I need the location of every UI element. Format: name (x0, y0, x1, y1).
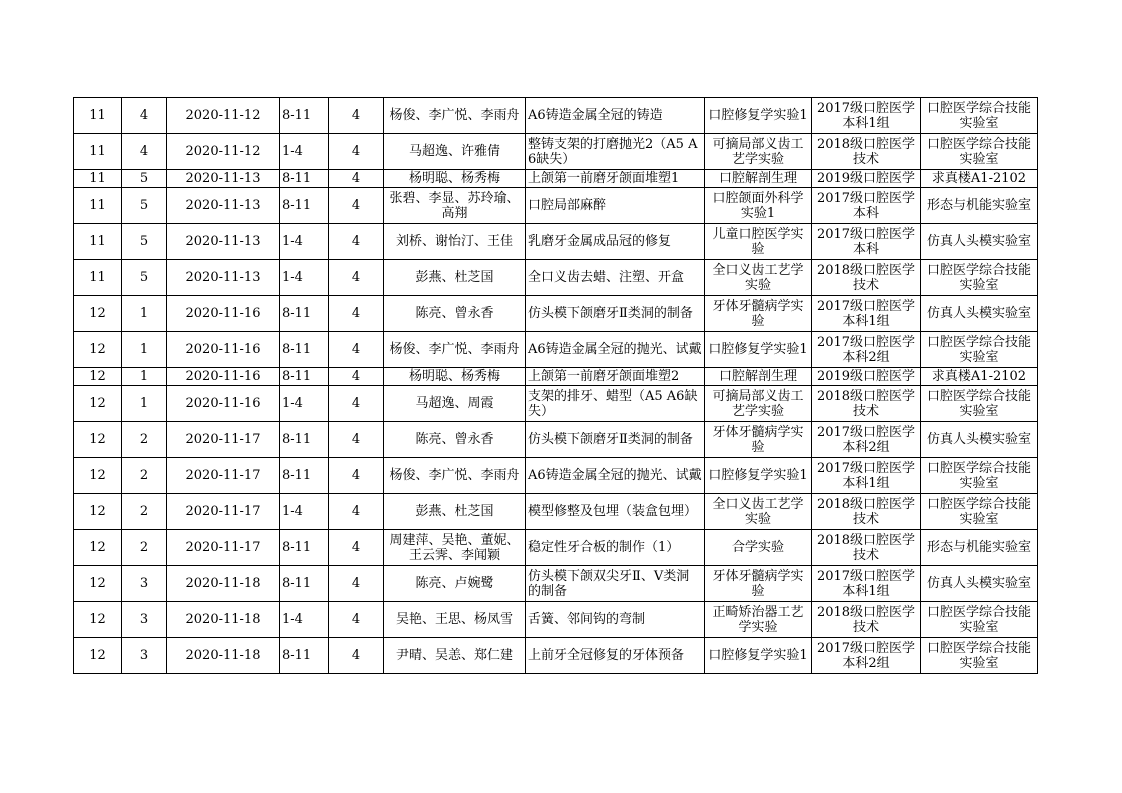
weekday-cell: 1 (122, 368, 167, 386)
hours-cell: 4 (329, 638, 384, 674)
weekday-cell: 2 (122, 494, 167, 530)
period-cell: 8-11 (280, 188, 329, 224)
room-cell: 口腔医学综合技能实验室 (921, 386, 1038, 422)
week-cell: 11 (74, 188, 122, 224)
teachers-cell: 周建萍、吴艳、董妮、王云霁、李闻颖 (384, 530, 526, 566)
teachers-cell: 杨俊、李广悦、李雨舟 (384, 332, 526, 368)
weekday-cell: 2 (122, 530, 167, 566)
date-cell: 2020-11-12 (167, 134, 280, 170)
teachers-cell: 陈亮、卢婉鹭 (384, 566, 526, 602)
hours-cell: 4 (329, 98, 384, 134)
room-cell: 口腔医学综合技能实验室 (921, 260, 1038, 296)
weekday-cell: 3 (122, 638, 167, 674)
class-cell: 2018级口腔医学技术 (812, 260, 921, 296)
period-cell: 8-11 (280, 638, 329, 674)
course-cell: 正畸矫治器工艺学实验 (705, 602, 812, 638)
room-cell: 口腔医学综合技能实验室 (921, 494, 1038, 530)
class-cell: 2017级口腔医学本科2组 (812, 332, 921, 368)
course-cell: 口腔解剖生理 (705, 170, 812, 188)
room-cell: 口腔医学综合技能实验室 (921, 458, 1038, 494)
hours-cell: 4 (329, 494, 384, 530)
content-cell: 上颌第一前磨牙颌面堆塑2 (526, 368, 705, 386)
course-cell: 儿童口腔医学实验 (705, 224, 812, 260)
weekday-cell: 4 (122, 134, 167, 170)
teachers-cell: 马超逸、周霞 (384, 386, 526, 422)
weekday-cell: 5 (122, 188, 167, 224)
class-cell: 2018级口腔医学技术 (812, 386, 921, 422)
week-cell: 12 (74, 602, 122, 638)
weekday-cell: 1 (122, 386, 167, 422)
class-cell: 2017级口腔医学本科1组 (812, 296, 921, 332)
content-cell: 仿头模下颌双尖牙Ⅱ、Ⅴ类洞的制备 (526, 566, 705, 602)
date-cell: 2020-11-17 (167, 530, 280, 566)
period-cell: 1-4 (280, 602, 329, 638)
date-cell: 2020-11-18 (167, 566, 280, 602)
table-row (74, 260, 1038, 296)
teachers-cell: 陈亮、曾永香 (384, 422, 526, 458)
teachers-cell: 杨俊、李广悦、李雨舟 (384, 458, 526, 494)
course-cell: 口腔修复学实验1 (705, 332, 812, 368)
class-cell: 2019级口腔医学 (812, 368, 921, 386)
hours-cell: 4 (329, 602, 384, 638)
content-cell: 仿头模下颌磨牙Ⅱ类洞的制备 (526, 422, 705, 458)
course-cell: 全口义齿工艺学实验 (705, 260, 812, 296)
table-row (74, 332, 1038, 368)
period-cell: 8-11 (280, 332, 329, 368)
hours-cell: 4 (329, 224, 384, 260)
hours-cell: 4 (329, 134, 384, 170)
class-cell: 2018级口腔医学技术 (812, 530, 921, 566)
weekday-cell: 3 (122, 566, 167, 602)
teachers-cell: 尹晴、吴恙、郑仁建 (384, 638, 526, 674)
table-row (74, 530, 1038, 566)
teachers-cell: 杨明聪、杨秀梅 (384, 368, 526, 386)
teachers-cell: 杨明聪、杨秀梅 (384, 170, 526, 188)
weekday-cell: 3 (122, 602, 167, 638)
content-cell: 模型修整及包埋（装盒包埋） (526, 494, 705, 530)
date-cell: 2020-11-13 (167, 224, 280, 260)
hours-cell: 4 (329, 458, 384, 494)
class-cell: 2017级口腔医学本科2组 (812, 638, 921, 674)
week-cell: 12 (74, 368, 122, 386)
room-cell: 口腔医学综合技能实验室 (921, 332, 1038, 368)
period-cell: 8-11 (280, 296, 329, 332)
room-cell: 口腔医学综合技能实验室 (921, 638, 1038, 674)
date-cell: 2020-11-17 (167, 494, 280, 530)
period-cell: 1-4 (280, 494, 329, 530)
content-cell: A6铸造金属全冠的铸造 (526, 98, 705, 134)
course-cell: 可摘局部义齿工艺学实验 (705, 386, 812, 422)
content-cell: A6铸造金属全冠的抛光、试戴 (526, 332, 705, 368)
week-cell: 11 (74, 170, 122, 188)
hours-cell: 4 (329, 170, 384, 188)
date-cell: 2020-11-18 (167, 602, 280, 638)
week-cell: 11 (74, 98, 122, 134)
table-row (74, 458, 1038, 494)
class-cell: 2017级口腔医学本科 (812, 188, 921, 224)
week-cell: 11 (74, 260, 122, 296)
table-row (74, 188, 1038, 224)
date-cell: 2020-11-12 (167, 98, 280, 134)
teachers-cell: 马超逸、许雅倩 (384, 134, 526, 170)
period-cell: 8-11 (280, 368, 329, 386)
hours-cell: 4 (329, 332, 384, 368)
table-row (74, 224, 1038, 260)
content-cell: 稳定性牙合板的制作（1） (526, 530, 705, 566)
room-cell: 口腔医学综合技能实验室 (921, 98, 1038, 134)
period-cell: 8-11 (280, 170, 329, 188)
date-cell: 2020-11-17 (167, 422, 280, 458)
table-row (74, 494, 1038, 530)
course-cell: 全口义齿工艺学实验 (705, 494, 812, 530)
room-cell: 求真楼A1-2102 (921, 170, 1038, 188)
class-cell: 2017级口腔医学本科1组 (812, 98, 921, 134)
weekday-cell: 1 (122, 332, 167, 368)
class-cell: 2018级口腔医学技术 (812, 134, 921, 170)
room-cell: 仿真人头模实验室 (921, 296, 1038, 332)
date-cell: 2020-11-16 (167, 368, 280, 386)
teachers-cell: 陈亮、曾永香 (384, 296, 526, 332)
content-cell: A6铸造金属全冠的抛光、试戴 (526, 458, 705, 494)
course-cell: 口腔颌面外科学实验1 (705, 188, 812, 224)
table-row (74, 566, 1038, 602)
week-cell: 12 (74, 458, 122, 494)
hours-cell: 4 (329, 368, 384, 386)
table-row (74, 98, 1038, 134)
room-cell: 形态与机能实验室 (921, 188, 1038, 224)
table-row (74, 170, 1038, 188)
content-cell: 上前牙全冠修复的牙体预备 (526, 638, 705, 674)
date-cell: 2020-11-16 (167, 332, 280, 368)
room-cell: 仿真人头模实验室 (921, 422, 1038, 458)
table-row (74, 134, 1038, 170)
class-cell: 2017级口腔医学本科2组 (812, 422, 921, 458)
week-cell: 12 (74, 296, 122, 332)
period-cell: 8-11 (280, 458, 329, 494)
course-cell: 牙体牙髓病学实验 (705, 566, 812, 602)
period-cell: 1-4 (280, 386, 329, 422)
hours-cell: 4 (329, 296, 384, 332)
date-cell: 2020-11-17 (167, 458, 280, 494)
room-cell: 口腔医学综合技能实验室 (921, 602, 1038, 638)
table-row (74, 296, 1038, 332)
class-cell: 2017级口腔医学本科1组 (812, 458, 921, 494)
weekday-cell: 5 (122, 224, 167, 260)
class-cell: 2017级口腔医学本科1组 (812, 566, 921, 602)
content-cell: 支架的排牙、蜡型（A5 A6缺失） (526, 386, 705, 422)
period-cell: 8-11 (280, 422, 329, 458)
class-cell: 2018级口腔医学技术 (812, 494, 921, 530)
date-cell: 2020-11-16 (167, 386, 280, 422)
hours-cell: 4 (329, 260, 384, 296)
class-cell: 2018级口腔医学技术 (812, 602, 921, 638)
week-cell: 12 (74, 530, 122, 566)
table-row (74, 422, 1038, 458)
weekday-cell: 5 (122, 170, 167, 188)
hours-cell: 4 (329, 530, 384, 566)
date-cell: 2020-11-16 (167, 296, 280, 332)
content-cell: 口腔局部麻醉 (526, 188, 705, 224)
room-cell: 仿真人头模实验室 (921, 224, 1038, 260)
course-cell: 口腔修复学实验1 (705, 638, 812, 674)
room-cell: 仿真人头模实验室 (921, 566, 1038, 602)
date-cell: 2020-11-13 (167, 170, 280, 188)
table-row (74, 386, 1038, 422)
hours-cell: 4 (329, 188, 384, 224)
period-cell: 1-4 (280, 224, 329, 260)
teachers-cell: 刘桥、谢怡汀、王佳 (384, 224, 526, 260)
date-cell: 2020-11-13 (167, 260, 280, 296)
weekday-cell: 5 (122, 260, 167, 296)
weekday-cell: 2 (122, 458, 167, 494)
content-cell: 全口义齿去蜡、注塑、开盒 (526, 260, 705, 296)
teachers-cell: 彭燕、杜芝国 (384, 494, 526, 530)
table-row (74, 368, 1038, 386)
weekday-cell: 2 (122, 422, 167, 458)
course-cell: 牙体牙髓病学实验 (705, 422, 812, 458)
teachers-cell: 杨俊、李广悦、李雨舟 (384, 98, 526, 134)
content-cell: 上颌第一前磨牙颌面堆塑1 (526, 170, 705, 188)
week-cell: 12 (74, 638, 122, 674)
course-cell: 合学实验 (705, 530, 812, 566)
course-cell: 口腔解剖生理 (705, 368, 812, 386)
room-cell: 形态与机能实验室 (921, 530, 1038, 566)
content-cell: 舌簧、邻间钩的弯制 (526, 602, 705, 638)
course-cell: 口腔修复学实验1 (705, 98, 812, 134)
week-cell: 12 (74, 332, 122, 368)
class-cell: 2019级口腔医学 (812, 170, 921, 188)
content-cell: 乳磨牙金属成品冠的修复 (526, 224, 705, 260)
week-cell: 12 (74, 494, 122, 530)
week-cell: 12 (74, 566, 122, 602)
week-cell: 11 (74, 224, 122, 260)
hours-cell: 4 (329, 422, 384, 458)
hours-cell: 4 (329, 566, 384, 602)
hours-cell: 4 (329, 386, 384, 422)
schedule-table (73, 97, 1038, 674)
period-cell: 1-4 (280, 260, 329, 296)
course-cell: 口腔修复学实验1 (705, 458, 812, 494)
period-cell: 8-11 (280, 530, 329, 566)
period-cell: 8-11 (280, 566, 329, 602)
teachers-cell: 彭燕、杜芝国 (384, 260, 526, 296)
weekday-cell: 4 (122, 98, 167, 134)
schedule-body (74, 98, 1038, 674)
period-cell: 8-11 (280, 98, 329, 134)
room-cell: 口腔医学综合技能实验室 (921, 134, 1038, 170)
week-cell: 11 (74, 134, 122, 170)
table-row (74, 602, 1038, 638)
class-cell: 2017级口腔医学本科 (812, 224, 921, 260)
table-row (74, 638, 1038, 674)
course-cell: 牙体牙髓病学实验 (705, 296, 812, 332)
week-cell: 12 (74, 386, 122, 422)
date-cell: 2020-11-18 (167, 638, 280, 674)
course-cell: 可摘局部义齿工艺学实验 (705, 134, 812, 170)
room-cell: 求真楼A1-2102 (921, 368, 1038, 386)
teachers-cell: 张碧、李显、苏玲瑜、高翔 (384, 188, 526, 224)
date-cell: 2020-11-13 (167, 188, 280, 224)
week-cell: 12 (74, 422, 122, 458)
period-cell: 1-4 (280, 134, 329, 170)
weekday-cell: 1 (122, 296, 167, 332)
content-cell: 仿头模下颌磨牙Ⅱ类洞的制备 (526, 296, 705, 332)
teachers-cell: 吴艳、王思、杨凤雪 (384, 602, 526, 638)
content-cell: 整铸支架的打磨抛光2（A5 A6缺失） (526, 134, 705, 170)
